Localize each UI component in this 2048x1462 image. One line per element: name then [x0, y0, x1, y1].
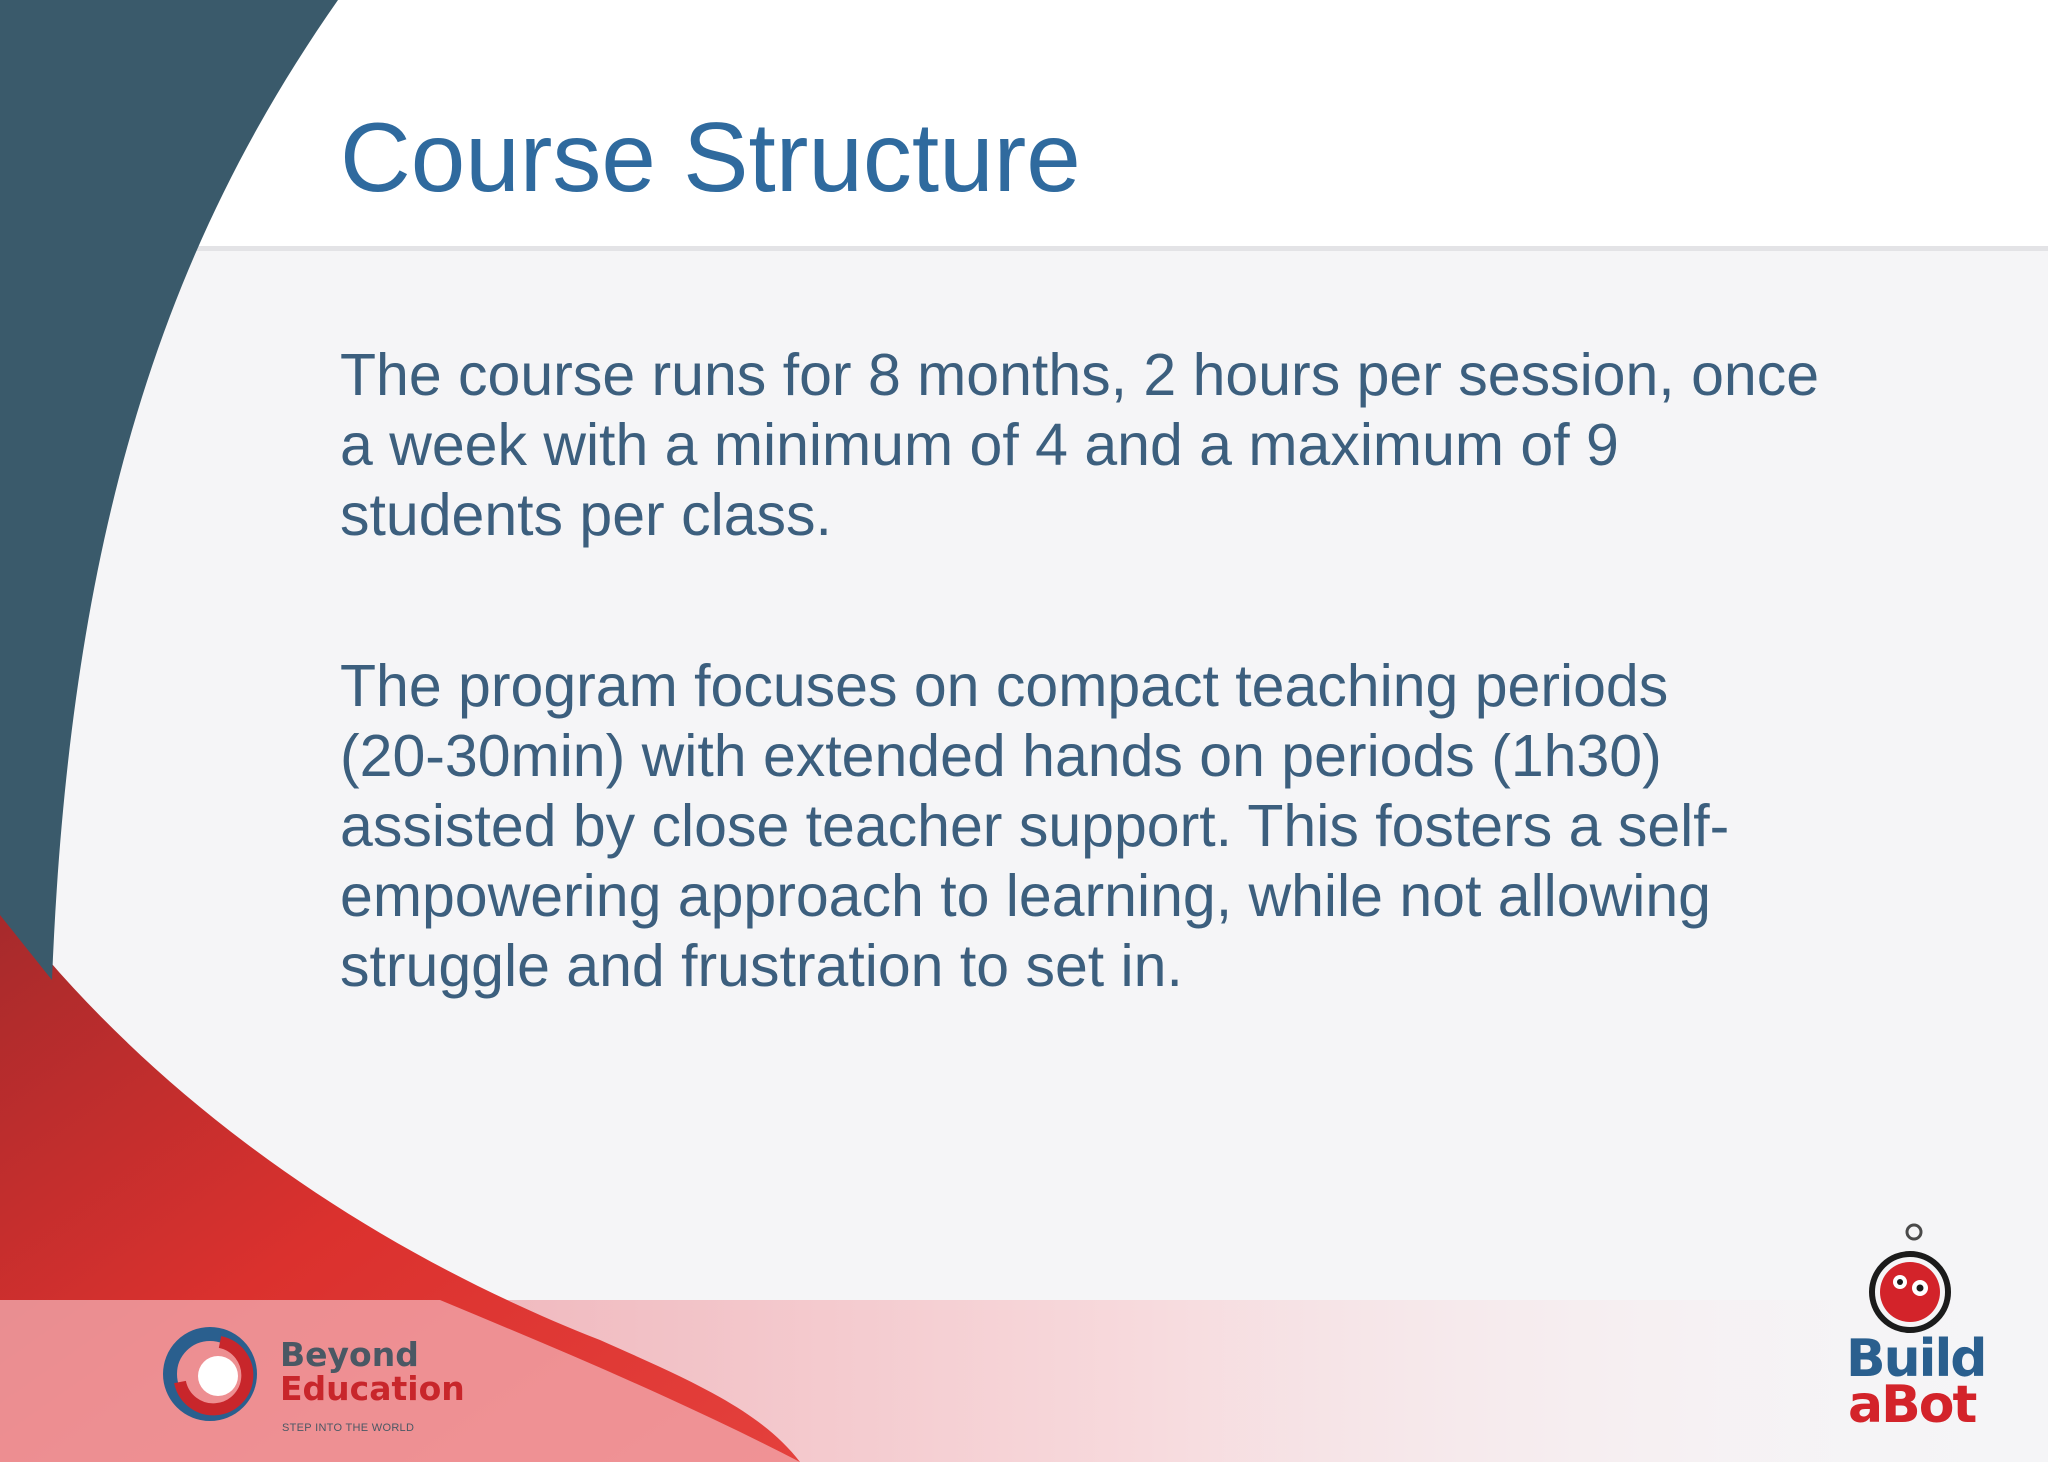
paragraph-line: students per class.	[340, 482, 832, 548]
paragraph-line: The course runs for 8 months, 2 hours per session, once	[340, 342, 1820, 408]
paragraph-line: (20-30min) with extended hands on periods (1h30)	[340, 723, 1662, 789]
paragraph-line: struggle and frustration to set in.	[340, 933, 1183, 999]
education-label: Education	[280, 1369, 465, 1408]
build-a-bot-wordmark	[1846, 1329, 1986, 1435]
paragraph-line: empowering approach to learning, while not allowing	[340, 863, 1711, 929]
beyond-education-tagline: STEP INTO THE WORLD	[282, 1422, 415, 1434]
course-duration-paragraph	[340, 340, 1980, 550]
beyond-education-emblem-icon	[160, 1322, 270, 1432]
abot-label: aBot	[1848, 1375, 1976, 1435]
slide-title: Course Structure	[340, 102, 1081, 212]
paragraph-line: assisted by close teacher support. This fosters a self-	[340, 793, 1730, 859]
paragraph-line: The program focuses on compact teaching periods	[340, 653, 1669, 719]
beyond-education-logo	[160, 1322, 465, 1442]
paragraph-line: a week with a minimum of 4 and a maximum of 9	[340, 412, 1619, 478]
build-label: Build	[1846, 1329, 1986, 1389]
robot-head-icon	[1854, 1220, 1964, 1340]
program-focus-paragraph	[340, 651, 1980, 1001]
beyond-education-wordmark	[280, 1335, 465, 1408]
header-divider	[0, 246, 2048, 251]
beyond-label: Beyond	[280, 1335, 419, 1374]
build-a-bot-logo	[1820, 1220, 2000, 1452]
